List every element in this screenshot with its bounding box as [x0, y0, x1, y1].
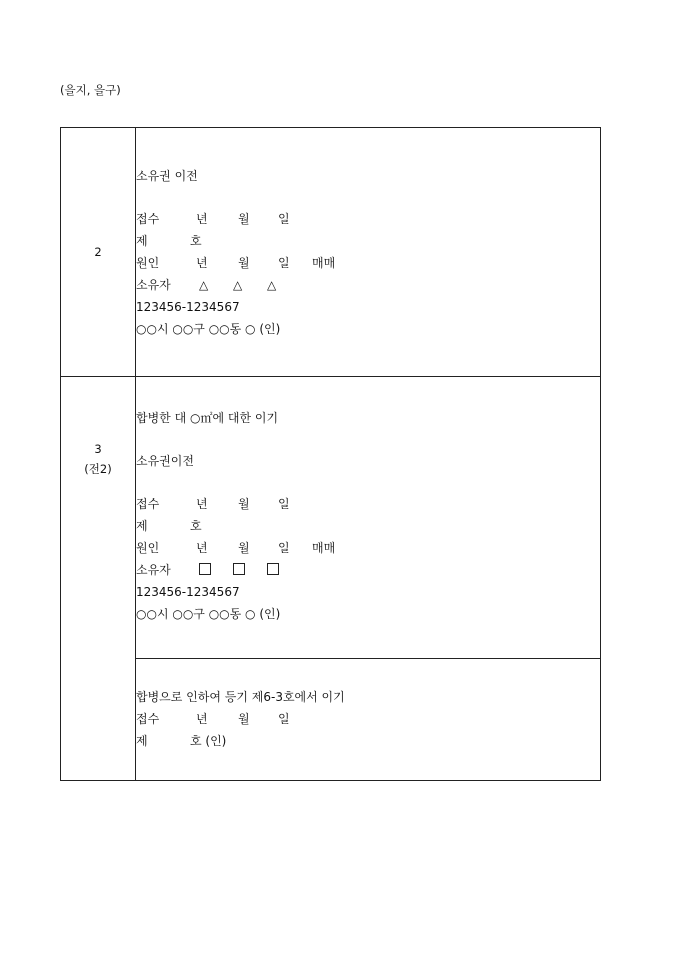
receipt-line — [136, 493, 600, 515]
month-label: 월 — [238, 212, 250, 226]
entry-cell — [136, 128, 601, 377]
table-row — [61, 659, 601, 781]
rank-number: 2 — [94, 245, 102, 259]
day-label: 일 — [278, 497, 290, 511]
owner-mark: △ — [199, 278, 209, 292]
receipt-label: 접수 — [136, 712, 160, 726]
table-row — [61, 128, 601, 377]
number-prefix: 제 — [136, 234, 148, 248]
month-label: 월 — [238, 541, 250, 555]
receipt-label: 접수 — [136, 497, 160, 511]
number-line — [136, 515, 600, 537]
month-label: 월 — [238, 497, 250, 511]
owner-label: 소유자 — [136, 278, 171, 292]
owner-label: 소유자 — [136, 563, 171, 577]
table-row — [61, 377, 601, 659]
entry-title: 소유권이전 — [136, 454, 194, 468]
rank-number: 3 — [94, 442, 102, 456]
owner-mark: △ — [233, 278, 243, 292]
merge-note: 합병으로 인하여 등기 제6-3호에서 이기 — [136, 690, 345, 704]
number-line — [136, 230, 600, 252]
year-label: 년 — [196, 541, 208, 555]
registry-table — [60, 127, 601, 781]
number-suffix: 호 (인) — [190, 734, 227, 748]
cause-label: 원인 — [136, 256, 160, 270]
cause-line — [136, 537, 600, 559]
day-label: 일 — [278, 256, 290, 270]
year-label: 년 — [196, 497, 208, 511]
owner-box-icon — [199, 563, 211, 575]
entry-title: 소유권 이전 — [136, 169, 198, 183]
cause-value: 매매 — [312, 256, 336, 270]
owner-address: ○○시 ○○구 ○○동 ○ (인) — [136, 607, 281, 621]
day-label: 일 — [278, 541, 290, 555]
cause-label: 원인 — [136, 541, 160, 555]
receipt-line — [136, 708, 600, 730]
owner-mark: △ — [267, 278, 277, 292]
owner-box-icon — [267, 563, 279, 575]
number-prefix: 제 — [136, 519, 148, 533]
owner-id: 123456-1234567 — [136, 585, 240, 599]
entry-cell — [136, 659, 601, 781]
month-label: 월 — [238, 256, 250, 270]
day-label: 일 — [278, 212, 290, 226]
receipt-line — [136, 208, 600, 230]
receipt-label: 접수 — [136, 212, 160, 226]
year-label: 년 — [196, 712, 208, 726]
owner-box-icon — [233, 563, 245, 575]
owner-line — [136, 559, 600, 581]
year-label: 년 — [196, 212, 208, 226]
year-label: 년 — [196, 256, 208, 270]
rank-previous: (전2) — [84, 462, 112, 476]
number-suffix: 호 — [190, 519, 202, 533]
number-suffix: 호 — [190, 234, 202, 248]
owner-id: 123456-1234567 — [136, 300, 240, 314]
owner-line — [136, 274, 600, 296]
number-line — [136, 730, 600, 752]
cause-value: 매매 — [312, 541, 336, 555]
cause-line — [136, 252, 600, 274]
day-label: 일 — [278, 712, 290, 726]
owner-address: ○○시 ○○구 ○○동 ○ (인) — [136, 322, 281, 336]
number-prefix: 제 — [136, 734, 148, 748]
transfer-note: 합병한 대 ○㎡에 대한 이기 — [136, 411, 279, 425]
rank-number-cell — [61, 377, 136, 781]
month-label: 월 — [238, 712, 250, 726]
entry-cell — [136, 377, 601, 659]
page-header: (을지, 을구) — [60, 83, 121, 97]
rank-number-cell — [61, 128, 136, 377]
